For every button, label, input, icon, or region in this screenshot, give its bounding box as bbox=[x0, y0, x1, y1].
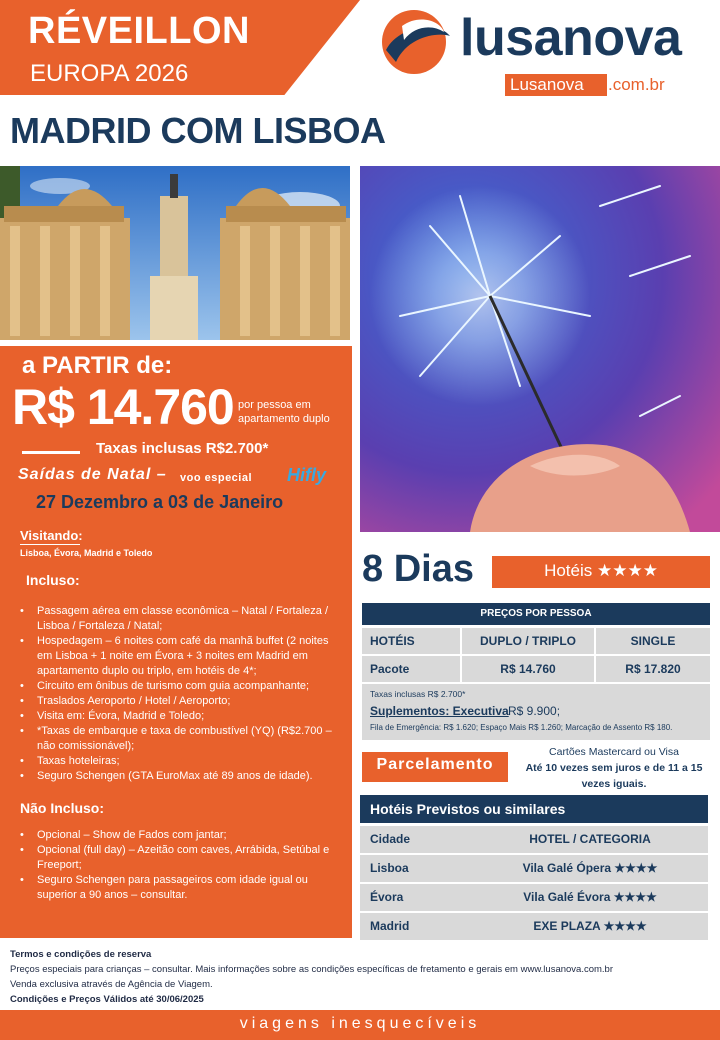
list-item: • Visita em: Évora, Madrid e Toledo; bbox=[20, 709, 342, 724]
visiting-title: Visitando: bbox=[20, 528, 83, 543]
hotels-table-title: Hotéis Previstos ou similares bbox=[370, 801, 566, 817]
terms-block bbox=[10, 947, 710, 1007]
price-table-title: PREÇOS POR PESSOA bbox=[362, 603, 710, 625]
not-included-list bbox=[20, 828, 342, 903]
table-cell: Madrid bbox=[370, 919, 410, 933]
banner-title: RÉVEILLON bbox=[28, 10, 250, 52]
terms-line: Venda exclusiva através de Agência de Viagem. bbox=[10, 979, 213, 990]
list-item: • Seguro Schengen (GTA EuroMax até 89 anos de idade). bbox=[20, 769, 342, 784]
included-list bbox=[20, 604, 342, 784]
list-item: • Hospedagem – 6 noites com café da manhã buffet (2 noites em Lisboa + 1 noite em Évora + 3 noites em Madrid em apartamento duplo ou triplo, em hotéis de 4*; bbox=[20, 634, 342, 679]
table-header-cell: HOTÉIS bbox=[362, 628, 460, 654]
taxes-included: Taxas inclusas R$2.700* bbox=[96, 440, 269, 457]
monument-photo bbox=[0, 166, 350, 340]
table-cell: Vila Galé Évora ★★★★ bbox=[523, 890, 657, 904]
table-row bbox=[360, 884, 708, 911]
table-header-cell: HOTEL / CATEGORIA bbox=[529, 832, 651, 846]
table-header-cell: DUPLO / TRIPLO bbox=[462, 628, 594, 654]
brand-logo-text: lusanova bbox=[460, 9, 682, 67]
included-title: Incluso: bbox=[26, 572, 80, 588]
terms-line: Preços especiais para crianças – consultar. Mais informações sobre as condições específicas de fretamento e gerais em www.lusanova.com.br bbox=[10, 964, 614, 975]
table-cell: Lisboa bbox=[370, 861, 409, 875]
table-row bbox=[360, 855, 708, 882]
table-row bbox=[360, 826, 708, 853]
lusanova-logo-icon bbox=[378, 6, 454, 76]
departures-title: Saídas de Natal – bbox=[18, 466, 167, 483]
list-item: • Taxas hoteleiras; bbox=[20, 754, 342, 769]
table-header-cell: Cidade bbox=[370, 832, 411, 846]
site-domain[interactable]: .com.br bbox=[608, 75, 665, 94]
table-cell: Évora bbox=[370, 890, 404, 904]
hotel-category-label: Hotéis ★★★★ bbox=[544, 561, 658, 580]
installments-label: Parcelamento bbox=[376, 756, 494, 773]
installments-line: Até 10 vezes sem juros e de 11 a 15 vezes iguais. bbox=[525, 762, 703, 790]
price-note: por pessoa em apartamento duplo bbox=[238, 399, 330, 425]
trip-duration: 8 Dias bbox=[362, 548, 474, 590]
list-item: • *Taxas de embarque e taxa de combustível (YQ) (R$2.700 – não comissionável); bbox=[20, 724, 342, 754]
table-cell: Pacote bbox=[362, 656, 460, 682]
airline-logo: Hifly bbox=[287, 465, 327, 485]
price-tax-note: Taxas inclusas R$ 2.700* bbox=[370, 689, 466, 699]
table-cell: Vila Galé Ópera ★★★★ bbox=[522, 861, 658, 875]
table-cell: R$ 14.760 bbox=[462, 656, 594, 682]
page-title: MADRID COM LISBOA bbox=[10, 110, 386, 151]
list-item: • Circuito em ônibus de turismo com guia acompanhante; bbox=[20, 679, 342, 694]
sparkler-photo bbox=[360, 166, 720, 532]
footer-slogan: viagens inesquecíveis bbox=[239, 1015, 481, 1032]
not-included-title: Não Incluso: bbox=[20, 800, 105, 816]
list-item: • Passagem aérea em classe econômica – Natal / Fortaleza / Lisboa / Fortaleza / Natal; bbox=[20, 604, 342, 634]
price-from-label: a PARTIR de: bbox=[22, 352, 173, 379]
divider bbox=[20, 544, 80, 545]
special-flight-label: voo especial bbox=[180, 472, 253, 484]
terms-title: Termos e condições de reserva bbox=[10, 949, 152, 960]
table-cell: R$ 17.820 bbox=[596, 656, 710, 682]
extra-fees: Fila de Emergência: R$ 1.620; Espaço Mais R$ 1.260; Marcação de Assento R$ 180. bbox=[370, 723, 673, 732]
table-header-cell: SINGLE bbox=[596, 628, 710, 654]
visiting-places: Lisboa, Évora, Madrid e Toledo bbox=[20, 548, 153, 558]
site-name[interactable]: Lusanova bbox=[510, 75, 584, 94]
table-row bbox=[360, 913, 708, 940]
travel-dates: 27 Dezembro a 03 de Janeiro bbox=[36, 492, 284, 512]
installments-line: Cartões Mastercard ou Visa bbox=[549, 746, 679, 758]
installments-text bbox=[514, 744, 714, 792]
terms-validity: Condições e Preços Válidos até 30/06/2025 bbox=[10, 994, 204, 1005]
banner-subtitle: EUROPA 2026 bbox=[30, 60, 189, 87]
list-item: • Opcional (full day) – Azeitão com caves, Arrábida, Setúbal e Freeport; bbox=[20, 843, 342, 873]
list-item: • Traslados Aeroporto / Hotel / Aeroporto; bbox=[20, 694, 342, 709]
price-main: R$ 14.760 bbox=[12, 379, 234, 435]
list-item: • Seguro Schengen para passageiros com idade igual ou superior a 90 anos – consultar. bbox=[20, 873, 342, 903]
table-cell: EXE PLAZA ★★★★ bbox=[533, 919, 647, 933]
supplement-label: Suplementos: Executiva bbox=[370, 704, 509, 718]
divider bbox=[22, 451, 80, 454]
supplement-value: R$ 9.900; bbox=[508, 704, 561, 718]
list-item: • Opcional – Show de Fados com jantar; bbox=[20, 828, 342, 843]
